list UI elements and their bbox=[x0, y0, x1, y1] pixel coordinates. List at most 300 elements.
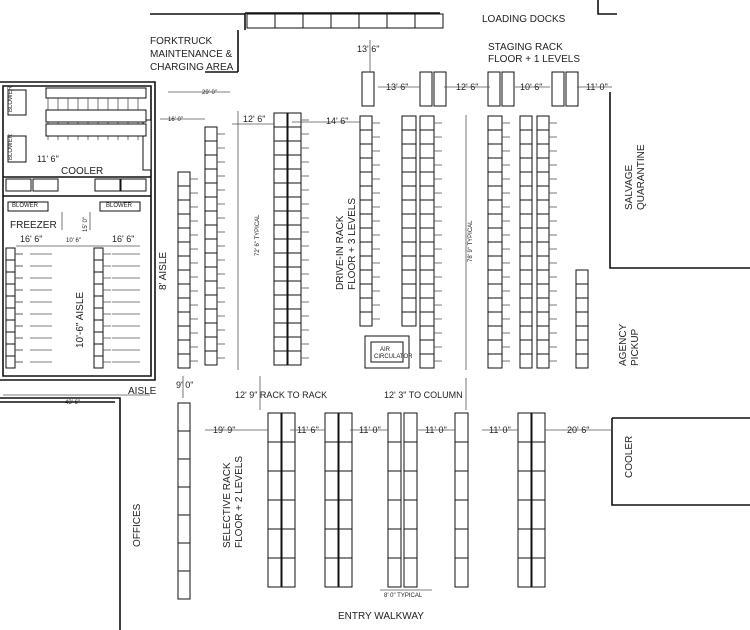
drive-in-rack-bay bbox=[178, 214, 190, 228]
freezer-rack-bay bbox=[6, 320, 15, 332]
drive-in-rack-bay bbox=[178, 298, 190, 312]
drive-in-rack-bay bbox=[420, 312, 434, 326]
selective-rack-bay bbox=[388, 529, 401, 558]
selective-rack-bay bbox=[388, 413, 401, 442]
drive-in-rack-bay bbox=[360, 158, 372, 172]
drive-in-rack-bay bbox=[178, 228, 190, 242]
selective-rack-bay bbox=[282, 413, 295, 442]
selective-rack-bay bbox=[274, 225, 287, 239]
selective-rack-bay bbox=[339, 413, 352, 442]
selective-rack-bay bbox=[288, 225, 301, 239]
aisle-8-label: 8' AISLE bbox=[158, 251, 169, 290]
selective-rack-bay bbox=[178, 487, 190, 515]
dim-11-0-c: 11' 0" bbox=[489, 425, 511, 435]
drive-in-rack-bay bbox=[205, 211, 217, 225]
freezer-rack-bay bbox=[6, 296, 15, 308]
drive-in-rack-bay bbox=[537, 298, 549, 312]
dim-16-6-left: 16' 6" bbox=[20, 234, 43, 244]
drive-in-rack-bay bbox=[402, 256, 416, 270]
selective-rack-bay bbox=[388, 558, 401, 587]
drive-in-rack-bay bbox=[420, 172, 434, 186]
selective-rack-bay bbox=[274, 113, 287, 127]
typical-72-label: 72' 6" TYPICAL bbox=[255, 214, 261, 256]
drive-in-rack-bay bbox=[420, 270, 434, 284]
drive-in-rack-bay bbox=[576, 270, 588, 284]
dim-15-0: 15' 0" bbox=[83, 217, 89, 232]
selective-rack-bay bbox=[268, 558, 281, 587]
selective-rack-bay bbox=[325, 471, 338, 500]
blower-label-left: BLOWER bbox=[12, 203, 39, 209]
dock-door bbox=[415, 14, 443, 28]
selective-rack-bay bbox=[325, 500, 338, 529]
selective-rack-bay bbox=[518, 413, 531, 442]
staging-rack bbox=[566, 72, 578, 106]
selective-rack-bay bbox=[178, 571, 190, 599]
drive-in-rack-bay bbox=[420, 214, 434, 228]
drive-in-rack-bay bbox=[205, 127, 217, 141]
drive-in-rack-bay bbox=[537, 256, 549, 270]
selective-rack-bay bbox=[388, 442, 401, 471]
drive-in-rack-bay bbox=[205, 253, 217, 267]
drive-in-rack-bay bbox=[520, 340, 532, 354]
staging-rack bbox=[502, 72, 514, 106]
entry-walkway-label: ENTRY WALKWAY bbox=[338, 611, 424, 622]
drive-in-rack-bay bbox=[520, 354, 532, 368]
drive-in-rack-bay bbox=[402, 186, 416, 200]
staging-rack-label-1: STAGING RACK bbox=[488, 42, 563, 53]
selective-rack-bay bbox=[274, 267, 287, 281]
freezer-rack-bay bbox=[94, 320, 103, 332]
drive-in-rack-bay bbox=[576, 312, 588, 326]
drive-in-rack-bay bbox=[537, 214, 549, 228]
selective-rack-bay bbox=[455, 413, 468, 442]
selective-rack-bay bbox=[455, 471, 468, 500]
drive-in-rack-bay bbox=[420, 130, 434, 144]
agency-pickup-label-2: PICKUP bbox=[630, 328, 641, 366]
drive-in-rack-bay bbox=[178, 172, 190, 186]
selective-rack-bay bbox=[274, 155, 287, 169]
drive-in-rack-bay bbox=[520, 228, 532, 242]
staging-rack bbox=[420, 72, 432, 106]
dim-12-6-stage: 12' 6" bbox=[456, 82, 479, 92]
dim-12-6: 12' 6" bbox=[243, 114, 266, 124]
selective-rack-bay bbox=[325, 558, 338, 587]
forktruck-label-2: MAINTENANCE & bbox=[150, 49, 233, 60]
forktruck-label-3: CHARGING AREA bbox=[150, 62, 234, 73]
drive-in-rack-bay bbox=[360, 312, 372, 326]
drive-in-rack-bay bbox=[205, 337, 217, 351]
drive-in-rack-bay bbox=[520, 200, 532, 214]
forktruck-label-1: FORKTRUCK bbox=[150, 36, 213, 47]
drive-in-rack-bay bbox=[360, 228, 372, 242]
loading-docks-label: LOADING DOCKS bbox=[482, 14, 566, 25]
cooler-rack-low bbox=[46, 124, 146, 136]
drive-in-rack-bay bbox=[420, 158, 434, 172]
drive-in-rack-bay bbox=[520, 256, 532, 270]
freezer-rack-bay bbox=[94, 296, 103, 308]
drive-in-rack-bay bbox=[402, 242, 416, 256]
selective-rack-bay bbox=[404, 471, 417, 500]
drive-in-rack-bay bbox=[205, 295, 217, 309]
drive-in-rack-bay bbox=[488, 340, 502, 354]
drive-in-label-1: DRIVE-IN RACK bbox=[335, 215, 346, 290]
selective-rack-bay bbox=[339, 529, 352, 558]
dock-door bbox=[303, 14, 331, 28]
selective-rack-bay bbox=[288, 295, 301, 309]
freezer-rack-bay bbox=[94, 356, 103, 368]
selective-rack-bay bbox=[282, 529, 295, 558]
dim-19-9: 19' 9" bbox=[213, 425, 236, 435]
drive-in-rack-bay bbox=[402, 130, 416, 144]
freezer-aisle-label: 10'-6" AISLE bbox=[75, 291, 86, 348]
selective-rack-bay bbox=[274, 127, 287, 141]
selective-rack-bay bbox=[282, 558, 295, 587]
drive-in-rack-bay bbox=[420, 200, 434, 214]
selective-rack-bay bbox=[274, 337, 287, 351]
cooler-right-label: COOLER bbox=[624, 435, 635, 478]
selective-rack-bay bbox=[268, 471, 281, 500]
drive-in-rack-bay bbox=[420, 340, 434, 354]
drive-in-rack-bay bbox=[205, 351, 217, 365]
selective-rack-bay bbox=[288, 113, 301, 127]
drive-in-rack-bay bbox=[488, 130, 502, 144]
drive-in-rack-bay bbox=[402, 116, 416, 130]
drive-in-rack-bay bbox=[360, 298, 372, 312]
selective-rack-bay bbox=[404, 500, 417, 529]
drive-in-rack-bay bbox=[402, 200, 416, 214]
selective-rack-bay bbox=[268, 413, 281, 442]
salvage-label-1: SALVAGE bbox=[624, 164, 635, 210]
selective-rack-bay bbox=[268, 442, 281, 471]
drive-in-rack-bay bbox=[205, 281, 217, 295]
dim-13-6-top: 13' 6" bbox=[357, 44, 380, 54]
drive-in-rack-bay bbox=[205, 169, 217, 183]
selective-rack-bay bbox=[274, 239, 287, 253]
blower-label-top: BLOWER bbox=[8, 85, 14, 112]
dim-10-6-stage: 10' 6" bbox=[520, 82, 543, 92]
drive-in-rack-bay bbox=[360, 172, 372, 186]
drive-in-rack-bay bbox=[488, 228, 502, 242]
selective-rack-bay bbox=[274, 295, 287, 309]
drive-in-rack-bay bbox=[488, 116, 502, 130]
dim-11-0-stage: 11' 0" bbox=[586, 82, 608, 92]
selective-rack-bay bbox=[518, 500, 531, 529]
drive-in-rack-bay bbox=[420, 284, 434, 298]
selective-rack-bay bbox=[339, 558, 352, 587]
freezer-rack-bay bbox=[6, 248, 15, 260]
drive-in-rack-bay bbox=[205, 239, 217, 253]
drive-in-rack-bay bbox=[420, 116, 434, 130]
selective-rack-bay bbox=[268, 529, 281, 558]
salvage-label-2: QUARANTINE bbox=[636, 144, 647, 210]
drive-in-rack-bay bbox=[488, 326, 502, 340]
drive-in-rack-bay bbox=[520, 326, 532, 340]
selective-rack-bay bbox=[455, 442, 468, 471]
freezer-rack-bay bbox=[94, 308, 103, 320]
staging-rack bbox=[434, 72, 446, 106]
drive-in-rack-bay bbox=[402, 298, 416, 312]
selective-rack-bay bbox=[274, 197, 287, 211]
dim-9-0: 9' 0" bbox=[176, 380, 194, 390]
cooler-rack-mid bbox=[46, 110, 146, 122]
selective-rack-bay bbox=[288, 155, 301, 169]
selective-rack-bay bbox=[178, 515, 190, 543]
drive-in-rack-bay bbox=[205, 267, 217, 281]
selective-rack-bay bbox=[325, 529, 338, 558]
dock-door bbox=[359, 14, 387, 28]
cooler-rack-top bbox=[46, 88, 146, 98]
selective-rack-bay bbox=[339, 471, 352, 500]
selective-rack-bay bbox=[455, 558, 468, 587]
drive-in-rack-bay bbox=[520, 284, 532, 298]
drive-in-rack-bay bbox=[576, 284, 588, 298]
agency-pickup-label-1: AGENCY bbox=[618, 323, 629, 366]
drive-in-rack-bay bbox=[360, 144, 372, 158]
drive-in-rack-bay bbox=[402, 284, 416, 298]
drive-in-rack-bay bbox=[488, 284, 502, 298]
air-circulator-label-2: CIRCULATOR bbox=[374, 354, 413, 360]
drive-in-rack-bay bbox=[537, 312, 549, 326]
drive-in-rack-bay bbox=[178, 256, 190, 270]
drive-in-rack-bay bbox=[420, 144, 434, 158]
drive-in-rack-bay bbox=[520, 214, 532, 228]
selective-rack-bay bbox=[518, 529, 531, 558]
selective-rack-bay bbox=[404, 529, 417, 558]
freezer-rack-bay bbox=[6, 284, 15, 296]
drive-in-rack-bay bbox=[576, 340, 588, 354]
drive-in-rack-bay bbox=[520, 130, 532, 144]
selective-rack-bay bbox=[325, 413, 338, 442]
selective-rack-bay bbox=[388, 471, 401, 500]
drive-in-rack-bay bbox=[488, 186, 502, 200]
blower-label-side: BLOWER bbox=[8, 133, 14, 160]
selective-rack-bay bbox=[288, 323, 301, 337]
drive-in-rack-bay bbox=[537, 116, 549, 130]
selective-rack-bay bbox=[288, 253, 301, 267]
dock-door bbox=[387, 14, 415, 28]
drive-in-rack-bay bbox=[520, 270, 532, 284]
drive-in-rack-bay bbox=[537, 130, 549, 144]
drive-in-rack-bay bbox=[537, 200, 549, 214]
selective-rack-bay bbox=[274, 281, 287, 295]
staging-rack bbox=[552, 72, 564, 106]
drive-in-rack-bay bbox=[488, 256, 502, 270]
dim-11-0-a: 11' 0" bbox=[359, 425, 381, 435]
drive-in-rack-bay bbox=[360, 214, 372, 228]
selective-rack-bay bbox=[274, 211, 287, 225]
cooler-racks bbox=[46, 88, 146, 140]
selective-rack-bay bbox=[178, 403, 190, 431]
drive-in-rack-bay bbox=[360, 242, 372, 256]
selective-rack-bay bbox=[404, 558, 417, 587]
dim-14-6: 14' 6" bbox=[326, 116, 349, 126]
selective-rack-bay bbox=[532, 529, 545, 558]
dim-11-0-b: 11' 0" bbox=[425, 425, 447, 435]
selective-rack-bay bbox=[178, 543, 190, 571]
drive-in-rack-bay bbox=[537, 158, 549, 172]
selective-rack-bay bbox=[455, 529, 468, 558]
drive-in-rack-bay bbox=[537, 340, 549, 354]
drive-in-rack-bay bbox=[402, 158, 416, 172]
drive-in-rack-bay bbox=[205, 155, 217, 169]
dock-door bbox=[275, 14, 303, 28]
drive-in-rack-bay bbox=[488, 312, 502, 326]
drive-in-label-2: FLOOR + 3 LEVELS bbox=[347, 198, 358, 290]
dim-16-6-right: 16' 6" bbox=[112, 234, 135, 244]
selective-rack-bay bbox=[518, 558, 531, 587]
drive-in-rack-bay bbox=[420, 256, 434, 270]
freezer-rack-bay bbox=[6, 260, 15, 272]
drive-in-rack-bay bbox=[537, 144, 549, 158]
selective-rack-bay bbox=[339, 500, 352, 529]
selective-rack-bay bbox=[288, 183, 301, 197]
selective-rack-bay bbox=[288, 309, 301, 323]
drive-in-rack-bay bbox=[537, 326, 549, 340]
dim-10-6-fz: 10' 6" bbox=[66, 238, 81, 244]
freezer-rack-bay bbox=[6, 272, 15, 284]
drive-in-rack-bay bbox=[360, 116, 372, 130]
drive-in-rack-bay bbox=[537, 228, 549, 242]
drive-in-rack-bay bbox=[205, 141, 217, 155]
dock-door bbox=[247, 14, 275, 28]
selective-rack-bay bbox=[288, 211, 301, 225]
freezer-rack-bay bbox=[94, 344, 103, 356]
selective-rack-bay bbox=[288, 337, 301, 351]
selective-rack-bay bbox=[288, 239, 301, 253]
drive-in-rack-bay bbox=[178, 340, 190, 354]
drive-in-rack-bay bbox=[178, 326, 190, 340]
drive-in-rack-bay bbox=[420, 326, 434, 340]
selective-rack-bay bbox=[268, 500, 281, 529]
drive-in-rack-bay bbox=[576, 354, 588, 368]
freezer-rack-bay bbox=[6, 332, 15, 344]
drive-in-rack-bay bbox=[420, 298, 434, 312]
selective-rack-bay bbox=[288, 169, 301, 183]
drive-in-rack-bay bbox=[178, 354, 190, 368]
typical-78-label: 78' 9" TYPICAL bbox=[468, 220, 474, 262]
drive-in-rack-bay bbox=[520, 172, 532, 186]
drive-in-rack-bay bbox=[488, 172, 502, 186]
drive-in-rack-bay bbox=[420, 354, 434, 368]
drive-in-rack-bay bbox=[178, 312, 190, 326]
drive-in-rack-bay bbox=[420, 186, 434, 200]
drive-in-rack-bay bbox=[360, 270, 372, 284]
drive-in-rack-bay bbox=[488, 144, 502, 158]
drive-in-rack-bay bbox=[488, 214, 502, 228]
selective-rack-bay bbox=[288, 141, 301, 155]
drive-in-rack-bay bbox=[488, 270, 502, 284]
drive-in-rack-bay bbox=[205, 197, 217, 211]
drive-in-rack-bay bbox=[402, 270, 416, 284]
selective-rack-bay bbox=[388, 500, 401, 529]
drive-in-rack-bay bbox=[488, 242, 502, 256]
drive-in-rack-bay bbox=[360, 130, 372, 144]
dim-13-6-stage: 13' 6" bbox=[386, 82, 409, 92]
selective-rack-bay bbox=[274, 253, 287, 267]
freezer-racks bbox=[6, 248, 140, 368]
air-circulator-label-1: AIR bbox=[380, 347, 391, 353]
selective-rack-bay bbox=[532, 413, 545, 442]
drive-in-rack-bay bbox=[402, 172, 416, 186]
drive-in-rack-bay bbox=[537, 172, 549, 186]
dock-door bbox=[331, 14, 359, 28]
selective-rack-bay bbox=[282, 500, 295, 529]
dim-11-6-sel: 11' 6" bbox=[297, 425, 319, 435]
drive-in-rack-bay bbox=[520, 144, 532, 158]
freezer-rack-bay bbox=[94, 248, 103, 260]
selective-rack-bay bbox=[518, 442, 531, 471]
drive-in-rack-bay bbox=[576, 298, 588, 312]
drive-in-rack-bay bbox=[360, 256, 372, 270]
drive-in-rack-bay bbox=[402, 144, 416, 158]
aisle-label: AISLE bbox=[128, 386, 157, 397]
to-column-label: 12' 3" TO COLUMN bbox=[384, 390, 463, 400]
staging-rack-label-2: FLOOR + 1 LEVELS bbox=[488, 54, 580, 65]
dim-43-6: 43' 6" bbox=[65, 400, 80, 406]
freezer-rack-bay bbox=[94, 332, 103, 344]
selective-rack-bay bbox=[274, 323, 287, 337]
drive-in-rack-bay bbox=[520, 116, 532, 130]
selective-rack-bay bbox=[178, 459, 190, 487]
dim-16-0: 16' 0" bbox=[168, 117, 183, 123]
selective-rack-bay bbox=[532, 442, 545, 471]
drive-in-rack-bay bbox=[205, 183, 217, 197]
selective-rack-bay bbox=[282, 442, 295, 471]
freezer-rack-bay bbox=[94, 284, 103, 296]
selective-rack-bay bbox=[288, 197, 301, 211]
drive-in-rack-bay bbox=[178, 200, 190, 214]
drive-in-rack-bay bbox=[360, 284, 372, 298]
selective-rack-bay bbox=[404, 442, 417, 471]
selective-rack-bay bbox=[532, 471, 545, 500]
staging-rack bbox=[488, 72, 500, 106]
typical-8-label: 8' 0" TYPICAL bbox=[384, 593, 423, 599]
loading-dock-doors bbox=[247, 14, 443, 28]
selective-rack-bay bbox=[274, 141, 287, 155]
selective-rack-bay bbox=[274, 183, 287, 197]
drive-in-rack-bay bbox=[537, 270, 549, 284]
air-circulator bbox=[365, 336, 413, 368]
staging-rack bbox=[362, 72, 374, 106]
selective-rack-bay bbox=[282, 471, 295, 500]
drive-in-rack-bay bbox=[488, 200, 502, 214]
selective-rack-bay bbox=[518, 471, 531, 500]
selective-rack-bay bbox=[288, 281, 301, 295]
drive-in-rack-bay bbox=[178, 242, 190, 256]
drive-in-rack-bay bbox=[520, 312, 532, 326]
selective-label-1: SELECTIVE RACK bbox=[222, 462, 233, 548]
cooler-label: COOLER bbox=[61, 166, 104, 177]
selective-rack-bay bbox=[455, 500, 468, 529]
drive-in-rack-bay bbox=[537, 284, 549, 298]
drive-in-rack-bay bbox=[205, 323, 217, 337]
drive-in-rack-bay bbox=[520, 186, 532, 200]
drive-in-rack-bay bbox=[178, 186, 190, 200]
drive-in-rack-bay bbox=[402, 214, 416, 228]
freezer-rack-bay bbox=[6, 344, 15, 356]
dim-11-6-cooler: 11' 6" bbox=[37, 154, 59, 164]
drive-in-rack-bay bbox=[402, 312, 416, 326]
selective-rack-bay bbox=[404, 413, 417, 442]
drive-in-rack-bay bbox=[537, 242, 549, 256]
selective-rack-bay bbox=[178, 431, 190, 459]
selective-rack-bay bbox=[274, 309, 287, 323]
dim-20-6: 20' 6" bbox=[567, 425, 590, 435]
drive-in-rack-bay bbox=[537, 186, 549, 200]
drive-in-rack-bay bbox=[520, 242, 532, 256]
drive-in-rack-bay bbox=[576, 326, 588, 340]
selective-rack-bay bbox=[532, 558, 545, 587]
